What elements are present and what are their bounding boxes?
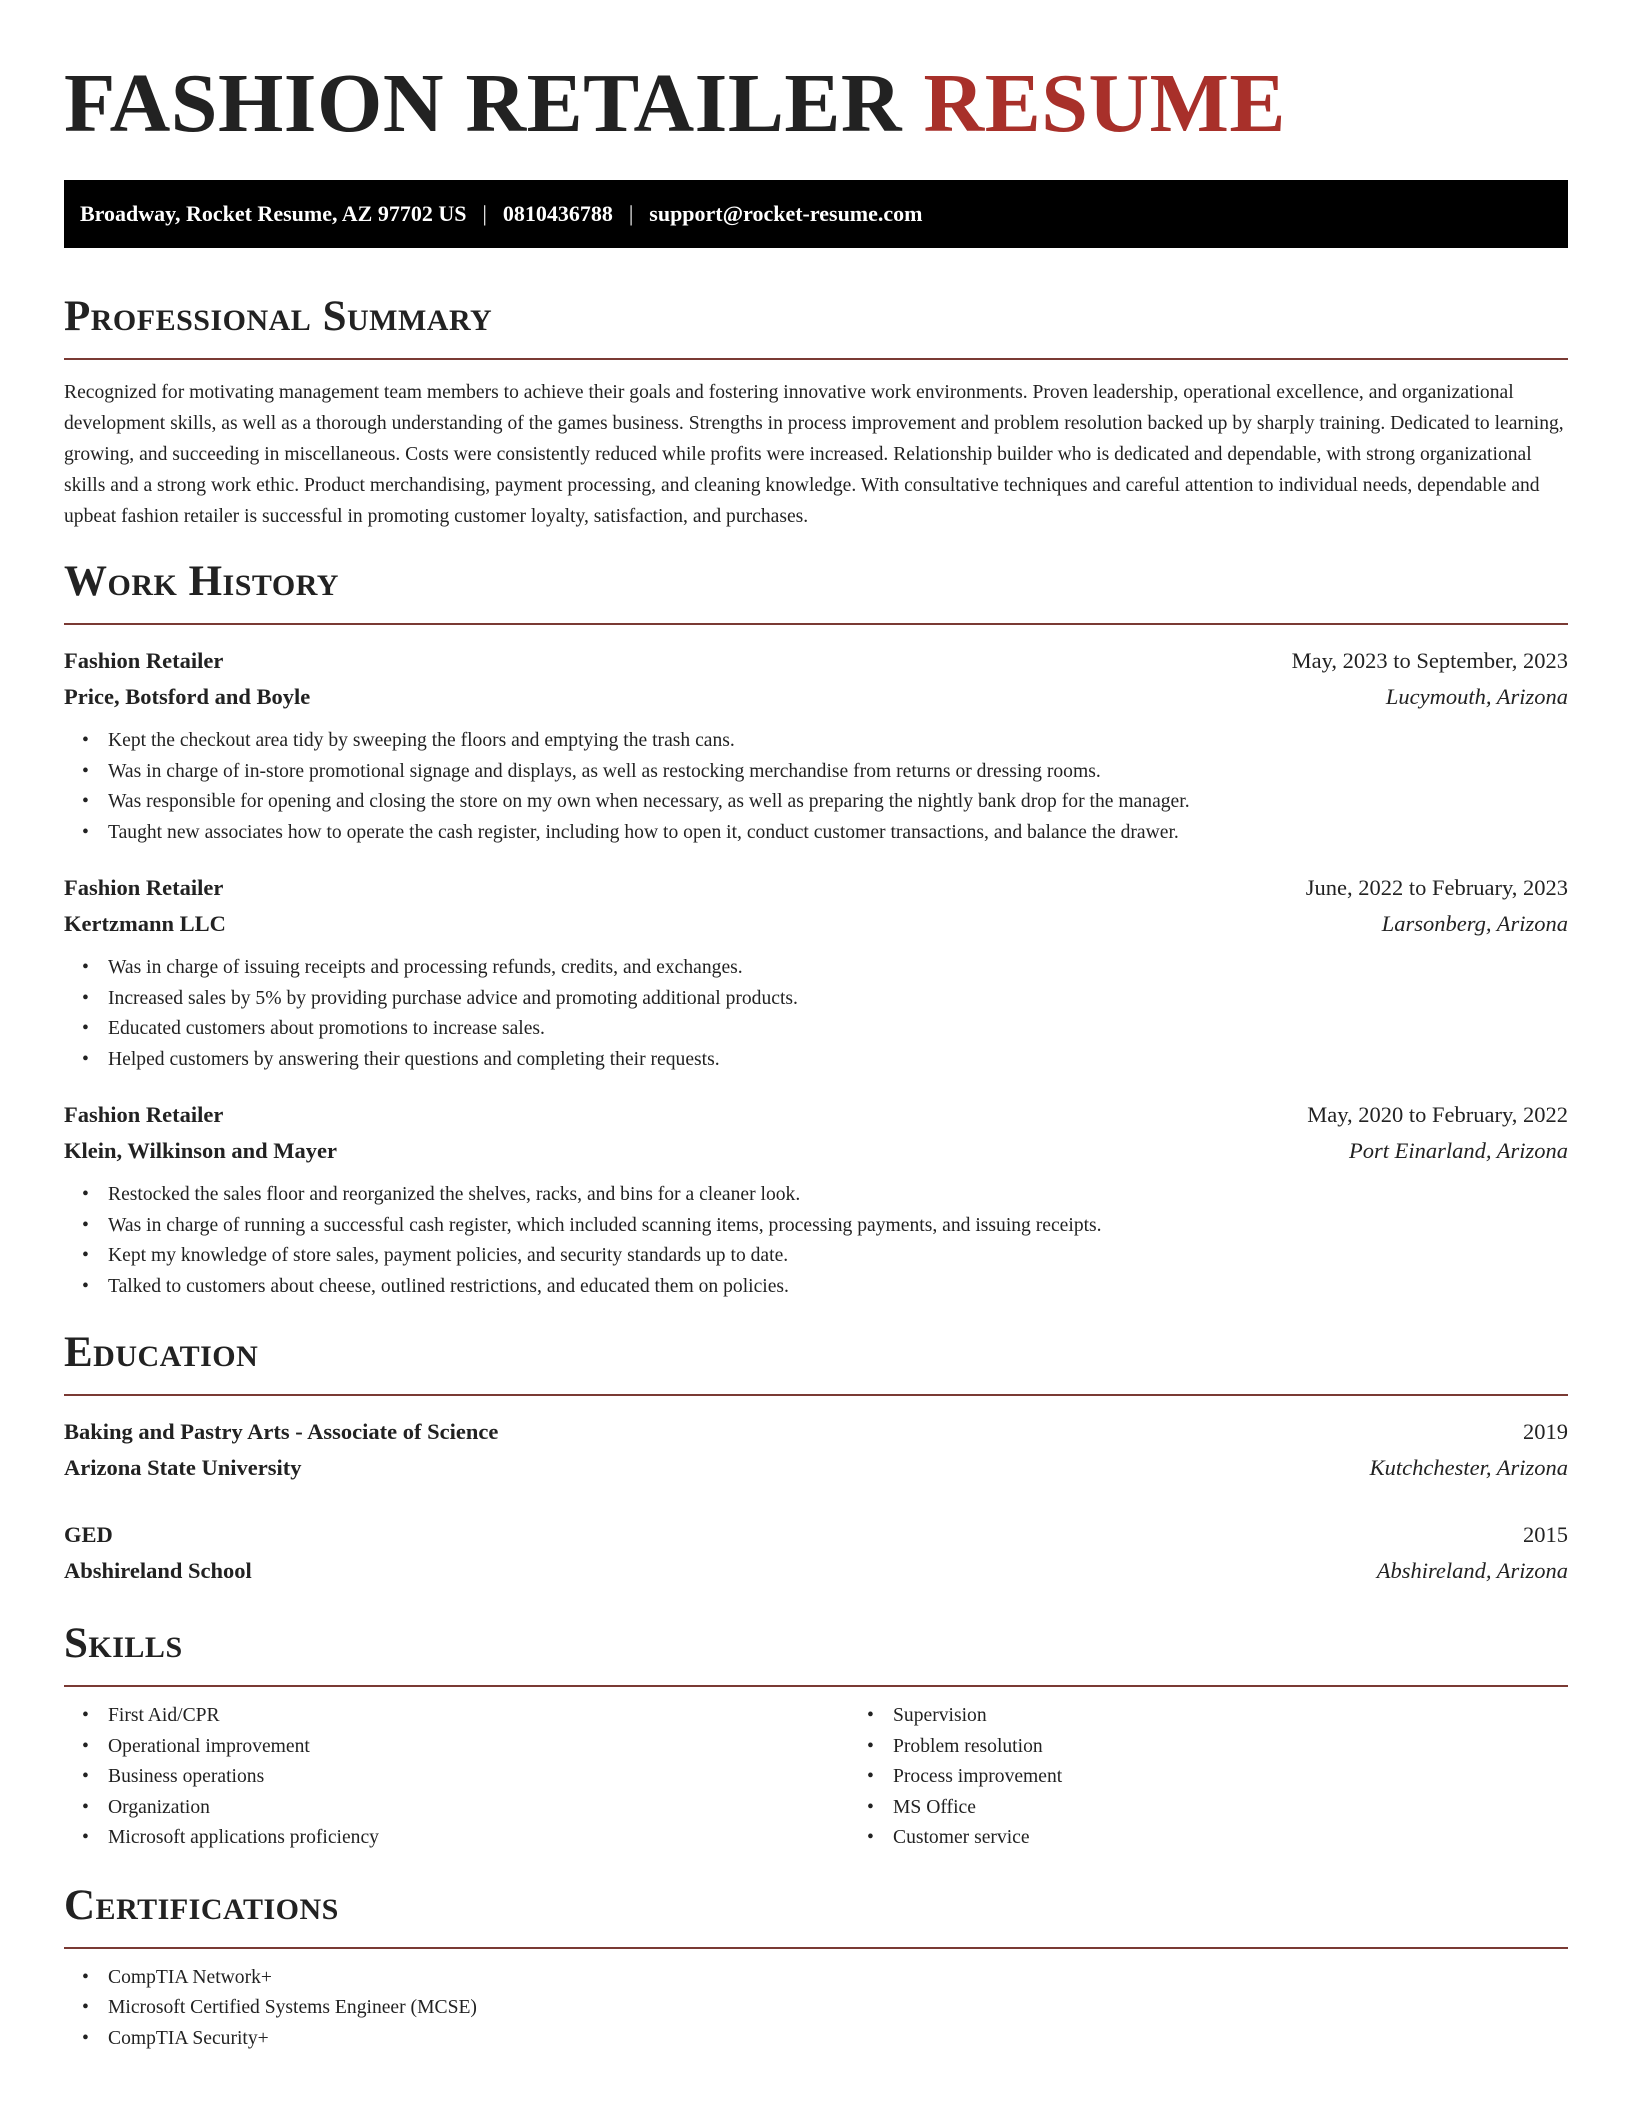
contact-phone: 0810436788 (502, 201, 613, 226)
education-entry (64, 1414, 1568, 1486)
job-location: Port Einarland, Arizona (1349, 1138, 1568, 1163)
skill-text: First Aid/CPR (108, 1705, 220, 1726)
skills-heading: Skills (64, 1620, 183, 1667)
education-section (64, 1328, 1568, 1589)
job-entry (64, 1097, 1568, 1302)
education-school-row (64, 1553, 1568, 1589)
job-title: Fashion Retailer (64, 1102, 224, 1127)
job-dates: May, 2020 to February, 2022 (1307, 1102, 1568, 1127)
certifications-list (64, 1963, 1568, 2055)
certifications-section (64, 1881, 1568, 2055)
job-duties-list (64, 1180, 1568, 1302)
skill-text: Operational improvement (108, 1735, 310, 1757)
education-heading: Education (64, 1329, 259, 1376)
bullet-dot: • (82, 1018, 89, 1039)
skills-grid (64, 1701, 1568, 1854)
education-degree: GED (64, 1522, 113, 1547)
duty-text: Talked to customers about cheese, outlined restrictions, and educated them on policies. (108, 1275, 789, 1297)
list-item (82, 2024, 1568, 2055)
section-divider (64, 1685, 1568, 1687)
bullet-dot: • (82, 1275, 89, 1297)
list-item (867, 1823, 1062, 1854)
job-title: Fashion Retailer (64, 875, 224, 900)
duty-text: Was in charge of running a successful cash register, which included scanning items, processing payments, and issuing receipts. (108, 1214, 1102, 1236)
list-item (82, 984, 1568, 1015)
section-divider (64, 358, 1568, 360)
bullet-dot: • (82, 1048, 89, 1070)
job-duties-list (64, 953, 1568, 1075)
duty-text: Kept my knowledge of store sales, payment policies, and security standards up to date. (108, 1245, 789, 1266)
bullet-dot: • (82, 791, 89, 812)
list-item (82, 1211, 1568, 1242)
certification-text: CompTIA Network+ (108, 1966, 272, 1988)
education-header-row (64, 1517, 1568, 1553)
bullet-dot: • (82, 1766, 89, 1787)
duty-text: Restocked the sales floor and reorganized the shelves, racks, and bins for a cleaner look. (108, 1184, 801, 1205)
duty-text: Increased sales by 5% by providing purchase advice and promoting additional products. (108, 987, 798, 1009)
contact-separator: | (482, 201, 487, 226)
job-company: Kertzmann LLC (64, 911, 226, 936)
bullet-dot: • (82, 987, 89, 1009)
bullet-dot: • (82, 1245, 89, 1266)
job-company-row (64, 1133, 1568, 1169)
certification-text: Microsoft Certified Systems Engineer (MCSE) (108, 1997, 477, 2018)
education-school: Arizona State University (64, 1455, 302, 1480)
bullet-dot: • (82, 957, 89, 978)
bullet-dot: • (82, 1966, 89, 1988)
education-location: Abshireland, Arizona (1376, 1558, 1568, 1583)
list-item (82, 818, 1568, 849)
resume-title (64, 56, 1568, 152)
job-dates: May, 2023 to September, 2023 (1291, 648, 1568, 673)
job-location: Larsonberg, Arizona (1381, 911, 1568, 936)
list-item (82, 1762, 849, 1793)
section-divider (64, 1394, 1568, 1396)
bullet-dot: • (82, 1214, 89, 1236)
skill-text: Process improvement (893, 1766, 1063, 1787)
certifications-heading: Certifications (64, 1881, 339, 1929)
list-item (82, 1963, 1568, 1994)
job-company: Price, Botsford and Boyle (64, 684, 311, 709)
skills-list-right (849, 1701, 1062, 1854)
bullet-dot: • (82, 1796, 89, 1818)
duty-text: Was responsible for opening and closing the store on my own when necessary, as well as preparing the nightly bank drop for the manager. (108, 791, 1190, 812)
job-company: Klein, Wilkinson and Mayer (64, 1138, 337, 1163)
education-school-row (64, 1450, 1568, 1486)
job-entry (64, 643, 1568, 848)
education-entry (64, 1517, 1568, 1589)
summary-section (64, 292, 1568, 532)
bullet-dot: • (867, 1827, 874, 1848)
bullet-dot: • (82, 1735, 89, 1757)
duty-text: Was in charge of in-store promotional signage and displays, as well as restocking merchandise from returns or dressing rooms. (108, 760, 1101, 782)
contact-address: Broadway, Rocket Resume, AZ 97702 US (80, 201, 467, 226)
skill-text: Microsoft applications proficiency (108, 1827, 379, 1848)
duty-text: Kept the checkout area tidy by sweeping the floors and emptying the trash cans. (108, 730, 735, 751)
education-school: Abshireland School (64, 1558, 252, 1583)
list-item (867, 1701, 1062, 1732)
job-title: Fashion Retailer (64, 648, 224, 673)
list-item (82, 1272, 1568, 1303)
duty-text: Educated customers about promotions to increase sales. (108, 1018, 545, 1039)
list-item (82, 1701, 849, 1732)
bullet-dot: • (82, 1997, 89, 2018)
list-item (82, 1732, 849, 1763)
bullet-dot: • (82, 2027, 89, 2049)
work-history-section (64, 557, 1568, 1302)
list-item (867, 1793, 1062, 1824)
list-item (82, 1793, 849, 1824)
bullet-dot: • (867, 1705, 874, 1726)
bullet-dot: • (82, 1827, 89, 1848)
list-item (82, 1993, 1568, 2024)
skill-text: Problem resolution (893, 1735, 1043, 1757)
section-divider (64, 1947, 1568, 1949)
skills-section (64, 1619, 1568, 1854)
contact-separator: | (628, 201, 634, 226)
skill-text: Organization (108, 1796, 210, 1818)
list-item (82, 757, 1568, 788)
education-year: 2015 (1523, 1522, 1568, 1547)
bullet-dot: • (82, 730, 89, 751)
list-item (867, 1732, 1062, 1763)
list-item (867, 1762, 1063, 1793)
summary-text: Recognized for motivating management team members to achieve their goals and fostering innovative work environments. Proven leadership, operational excellence, and organizational development skills, as well as a thorough understanding of the games business. Strengths in process improvement and problem resolution backed up by sharply training. Dedicated to learning, growing, and succeeding in miscellaneous. Costs were consistently reduced while profits were increased. Relationship builder who is dedicated and dependable, with strong organizational skills and a strong work ethic. Product merchandising, payment processing, and cleaning knowledge. With consultative techniques and careful attention to individual needs, dependable and upbeat fashion retailer is successful in promoting customer loyalty, satisfaction, and purchases. (64, 382, 1564, 527)
bullet-dot: • (82, 821, 89, 843)
section-divider (64, 623, 1568, 625)
list-item (82, 726, 1568, 757)
bullet-dot: • (867, 1796, 874, 1818)
duty-text: Taught new associates how to operate the cash register, including how to open it, conduct customer transactions, and balance the drawer. (108, 821, 1179, 843)
job-company-row (64, 906, 1568, 942)
job-header-row (64, 870, 1568, 906)
bullet-dot: • (867, 1735, 874, 1757)
list-item (82, 1823, 849, 1854)
job-duties-list (64, 726, 1568, 848)
list-item (82, 1014, 1568, 1045)
skill-text: Business operations (108, 1766, 265, 1787)
skill-text: MS Office (893, 1796, 976, 1818)
duty-text: Helped customers by answering their questions and completing their requests. (108, 1048, 720, 1070)
certification-text: CompTIA Security+ (108, 2027, 269, 2049)
skill-text: Supervision (893, 1705, 987, 1726)
list-item (82, 1180, 1568, 1211)
job-entry (64, 870, 1568, 1075)
title-main: FASHION RETAILER (64, 57, 903, 150)
list-item (82, 953, 1568, 984)
skill-text: Customer service (893, 1827, 1030, 1848)
work-history-heading: Work History (64, 558, 339, 605)
list-item (82, 1241, 1568, 1272)
skills-list-left (64, 1701, 849, 1854)
job-header-row (64, 1097, 1568, 1133)
bullet-dot: • (867, 1766, 874, 1787)
summary-heading: Professional Summary (64, 293, 493, 340)
list-item (82, 787, 1568, 818)
education-degree: Baking and Pastry Arts - Associate of Science (64, 1419, 499, 1444)
education-year: 2019 (1523, 1419, 1568, 1444)
bullet-dot: • (82, 1705, 89, 1726)
list-item (82, 1045, 1568, 1076)
job-header-row (64, 643, 1568, 679)
job-location: Lucymouth, Arizona (1385, 684, 1568, 709)
job-dates: June, 2022 to February, 2023 (1305, 875, 1568, 900)
education-location: Kutchchester, Arizona (1369, 1455, 1568, 1480)
bullet-dot: • (82, 1184, 89, 1205)
education-header-row (64, 1414, 1568, 1450)
contact-bar (64, 180, 1568, 248)
job-company-row (64, 679, 1568, 715)
bullet-dot: • (82, 760, 89, 782)
title-accent: RESUME (923, 57, 1286, 150)
contact-email: support@rocket-resume.com (649, 201, 923, 226)
duty-text: Was in charge of issuing receipts and processing refunds, credits, and exchanges. (108, 957, 743, 978)
